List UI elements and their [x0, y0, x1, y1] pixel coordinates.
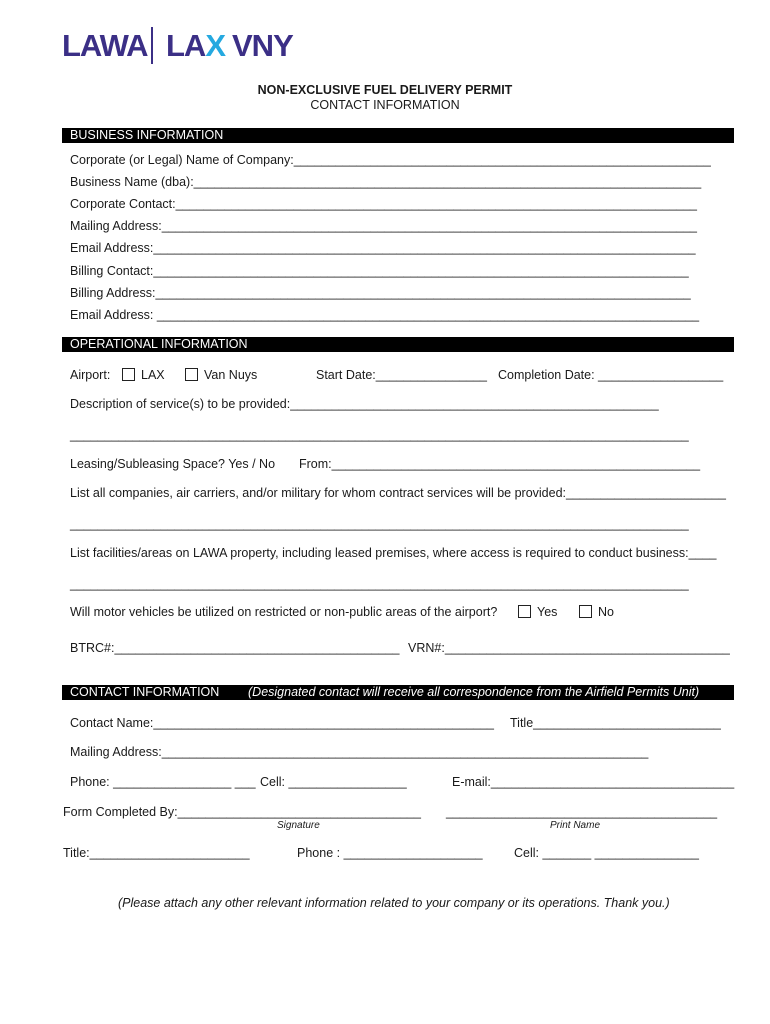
corporate-contact-field[interactable]: Corporate Contact:___________________________________________________________________________ — [70, 197, 698, 211]
contact-info-header — [62, 685, 734, 700]
lax-label: LAX — [141, 368, 165, 382]
vehicles-yes-checkbox[interactable] — [518, 605, 531, 618]
lax-logo-la: LA — [166, 28, 206, 63]
billing-contact-field[interactable]: Billing Contact:_____________________________________________________________________________ — [70, 264, 689, 278]
completer-title-field[interactable]: Title:_______________________ — [63, 846, 250, 860]
leasing-question: Leasing/Subleasing Space? Yes / No — [70, 457, 276, 471]
van-nuys-label: Van Nuys — [204, 368, 258, 382]
vehicles-yes-option[interactable] — [518, 605, 557, 619]
start-date-field[interactable]: Start Date:________________ — [316, 368, 487, 382]
footer-note: (Please attach any other relevant information related to your company or its operations. Thank you.) — [118, 896, 670, 910]
vny-logo-text: VNY — [232, 28, 293, 63]
contact-mailing-field[interactable]: Mailing Address:______________________________________________________________________ — [70, 745, 649, 759]
vehicles-no-checkbox[interactable] — [579, 605, 592, 618]
list-facilities-field[interactable]: List facilities/areas on LAWA property, including leased premises, where access is required to conduct business:____ — [70, 546, 717, 560]
lax-logo-text — [166, 28, 225, 64]
list-facilities-line-2[interactable]: _________________________________________________________________________________________ — [70, 577, 689, 591]
operational-info-header — [62, 337, 734, 352]
mailing-address-field[interactable]: Mailing Address:_____________________________________________________________________________ — [70, 219, 698, 233]
lax-option[interactable] — [122, 368, 165, 382]
lax-checkbox[interactable] — [122, 368, 135, 381]
billing-email-field[interactable]: Email Address: ______________________________________________________________________________ — [70, 308, 700, 322]
description-field[interactable]: Description of service(s) to be provided:_____________________________________________________ — [70, 397, 659, 411]
vehicles-no-label: No — [598, 605, 614, 619]
operational-info-header-label: OPERATIONAL INFORMATION — [70, 337, 248, 351]
business-name-field[interactable]: Business Name (dba):_________________________________________________________________________ — [70, 175, 702, 189]
logo-divider — [151, 27, 153, 64]
business-info-header-label: BUSINESS INFORMATION — [70, 128, 224, 142]
email-address-field[interactable]: Email Address:______________________________________________________________________________ — [70, 241, 696, 255]
vrn-field[interactable]: VRN#:_________________________________________ — [408, 641, 730, 655]
form-completed-by-field[interactable]: Form Completed By:___________________________________ — [63, 805, 421, 819]
business-info-header — [62, 128, 734, 143]
corporate-name-field[interactable]: Corporate (or Legal) Name of Company:____________________________________________________________ — [70, 153, 711, 167]
contact-cell-field[interactable]: Cell: _________________ — [260, 775, 407, 789]
signature-caption: Signature — [277, 820, 320, 831]
page-subtitle: CONTACT INFORMATION — [310, 98, 460, 112]
completer-phone-field[interactable]: Phone : ____________________ — [297, 846, 483, 860]
motor-vehicles-question: Will motor vehicles be utilized on restricted or non-public areas of the airport? — [70, 605, 498, 619]
contact-phone-field[interactable]: Phone: _________________ ___ — [70, 775, 256, 789]
lax-logo-x: X — [205, 28, 226, 63]
contact-email-field[interactable]: E-mail:___________________________________ — [452, 775, 735, 789]
from-field[interactable]: From:_____________________________________________________ — [299, 457, 701, 471]
print-name-field[interactable]: _______________________________________ — [446, 805, 718, 819]
contact-info-note: (Designated contact will receive all correspondence from the Airfield Permits Unit) — [248, 685, 700, 699]
btrc-field[interactable]: BTRC#:_________________________________________ — [70, 641, 400, 655]
list-companies-line-2[interactable]: _________________________________________________________________________________________ — [70, 517, 689, 531]
completion-date-field[interactable]: Completion Date: __________________ — [498, 368, 724, 382]
lawa-logo-text: LAWA — [62, 28, 148, 63]
airport-label: Airport: — [70, 368, 111, 382]
completer-cell-field[interactable]: Cell: _______ _______________ — [514, 846, 699, 860]
contact-info-header-label: CONTACT INFORMATION — [70, 685, 220, 699]
contact-title-field[interactable]: Title___________________________ — [510, 716, 721, 730]
print-name-caption: Print Name — [550, 820, 601, 831]
page-title: NON-EXCLUSIVE FUEL DELIVERY PERMIT — [257, 83, 513, 97]
vehicles-no-option[interactable] — [579, 605, 614, 619]
description-line-2[interactable]: _________________________________________________________________________________________ — [70, 428, 689, 442]
list-companies-field[interactable]: List all companies, air carriers, and/or military for whom contract services will be provided:_______________________ — [70, 486, 726, 500]
billing-address-field[interactable]: Billing Address:_____________________________________________________________________________ — [70, 286, 691, 300]
van-nuys-checkbox[interactable] — [185, 368, 198, 381]
contact-name-field[interactable]: Contact Name:_________________________________________________ — [70, 716, 495, 730]
vehicles-yes-label: Yes — [537, 605, 558, 619]
van-nuys-option[interactable] — [185, 368, 257, 382]
